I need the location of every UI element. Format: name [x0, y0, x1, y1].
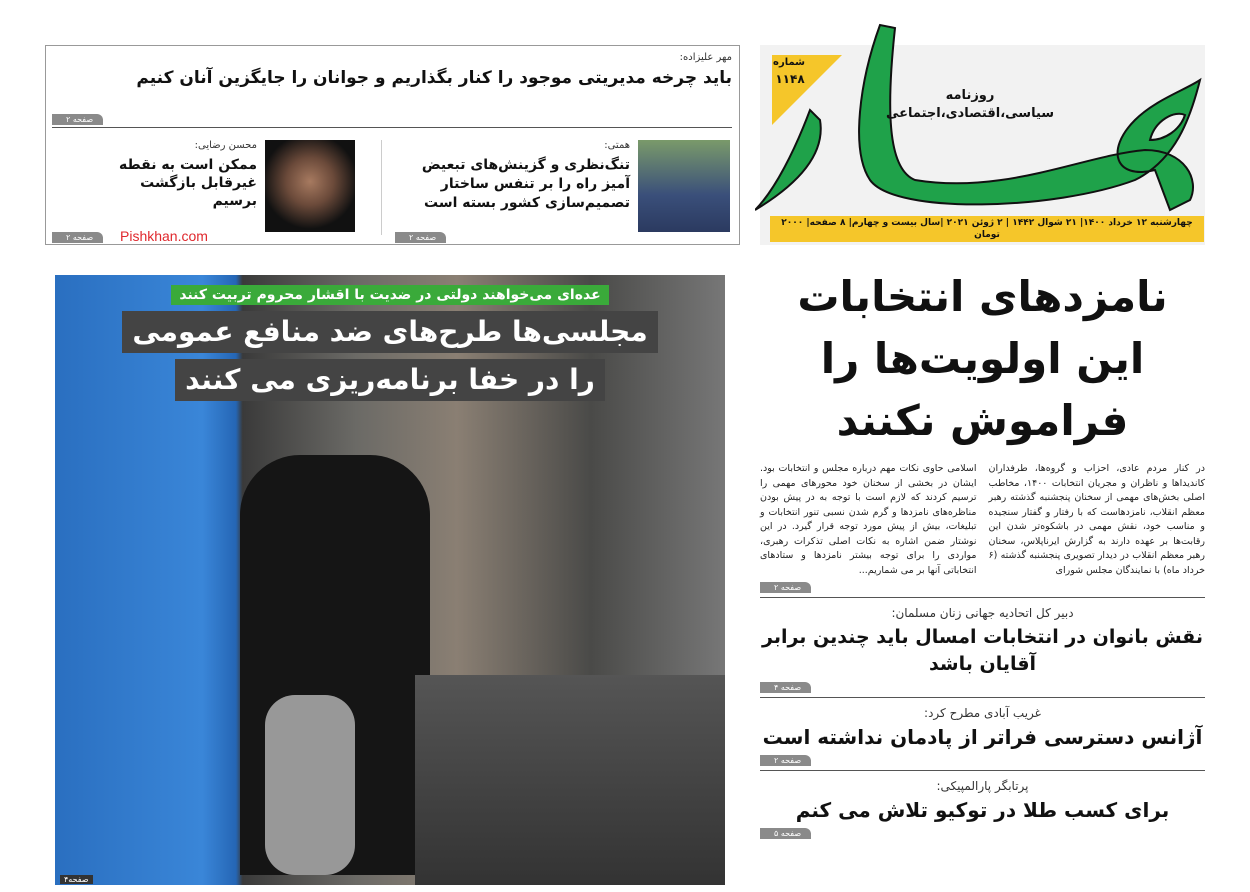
photo-kicker: عده‌ای می‌خواهند دولتی در ضدیت با اقشار محروم تربیت کنند [171, 285, 608, 305]
dateline: چهارشنبه ۱۲ خرداد ۱۴۰۰| ۲۱ شوال ۱۴۴۲ | ۲ ژوئن ۲۰۲۱ |سال بیست و چهارم| ۸ صفحه| ۲۰۰۰ تومان [770, 216, 1204, 242]
plastic-bag [265, 695, 355, 875]
main-body-right: در کنار مردم عادی، احزاب و گروه‌ها، طرفداران کاندیداها و ناظران و مجریان انتخابات ۱۴۰۰، مخاطب اصلی بخش‌های مهمی از سخنان پنجشنبه گذشته رهبر معظم انقلاب، نامزدهاست که با رفتار و گفتار سنجیده و مناسب خود، نقش مهمی در باشکوه‌تر شدن این رقابت‌ها بر عهده دارند به گزارش ایرناپلاس، سخنان رهبر معظم انقلاب در دیدار تصویری پنجشنبه گذشته (۶ خرداد ماه) با نمایندگان مجلس شورای [988, 463, 1205, 576]
page-tag[interactable]: صفحه ۲ [52, 232, 103, 243]
divider [760, 597, 1205, 598]
page-tag[interactable]: صفحه ۲ [760, 582, 811, 593]
story-headline[interactable]: نقش بانوان در انتخابات امسال باید چندین برابر آقایان باشد [762, 626, 1203, 675]
right-headline[interactable]: تنگ‌نظری و گزینش‌های تبعیض آمیز راه را بر تنفس ساختار تصمیم‌سازی کشور بسته است [421, 157, 630, 211]
left-headline[interactable]: ممکن است به نقطه غیرقابل بازگشت برسیم [118, 157, 257, 209]
photo-headline-line1[interactable]: مجلسی‌ها طرح‌های ضد منافع عمومی [122, 311, 657, 353]
page-tag[interactable]: صفحه ۲ [395, 232, 446, 243]
watermark: Pishkhan.com [120, 228, 208, 244]
issue-number: ۱۱۴۸ [775, 72, 805, 86]
divider [52, 127, 732, 128]
main-body [760, 462, 1205, 578]
photo-headline-line2[interactable]: را در خفا برنامه‌ریزی می کنند [175, 359, 605, 401]
paper-subtitle: سیاسی،اقتصادی،اجتماعی [885, 106, 1055, 121]
paper-type: روزنامه [945, 88, 995, 103]
rezaei-photo [265, 140, 355, 232]
left-kicker: محسن رضایی: [194, 140, 257, 151]
hemmati-photo [638, 140, 730, 232]
main-headline[interactable] [760, 266, 1205, 452]
divider [760, 697, 1205, 698]
page-tag[interactable]: صفحه ۲ [760, 755, 811, 766]
page-tag[interactable]: صفحه۴ [60, 875, 93, 884]
photo-story-text [65, 285, 715, 401]
lead-headline[interactable]: باید چرخه مدیریتی موجود را کنار بگذاریم و جوانان را جایگزین آنان کنیم [136, 68, 732, 88]
issue-label: شماره [773, 57, 805, 68]
story-kicker: دبیر کل اتحادیه جهانی زنان مسلمان: [891, 606, 1074, 620]
divider [760, 770, 1205, 771]
page-tag[interactable]: صفحه ۴ [760, 682, 811, 693]
main-body-left: اسلامی حاوی نکات مهم درباره مجلس و انتخابات بود. ایشان در بخشی از سخنان خود محورهای مهمی را ترسیم کردند که لازم است با توجه به در پیش بودن مناظره‌های نامزدها و گرم شدن نسبی تنور انتخابات و تبلیغات، بیش از پیش مورد توجه قرار گیرد. در این نوشتار ضمن اشاره به نکات اصلی تذکرات رهبری، مواردی را برای توجه بیشتر نامزدها و ستادهای انتخاباتی آنها بر می شماریم... [760, 463, 977, 576]
right-column [760, 266, 1205, 839]
alley-ground [415, 675, 725, 885]
right-kicker: همتی: [604, 140, 630, 151]
main-headline-line: فراموش نکنند [836, 396, 1129, 445]
main-headline-line: این اولویت‌ها را [820, 334, 1145, 383]
story-kicker: پرتابگر پارالمپیکی: [936, 779, 1029, 793]
page-tag[interactable]: صفحه ۲ [52, 114, 103, 125]
main-headline-line: نامزدهای انتخابات [797, 272, 1168, 321]
page-tag[interactable]: صفحه ۵ [760, 828, 811, 839]
story-headline[interactable]: آژانس دسترسی فراتر از پادمان نداشته است [762, 725, 1203, 749]
story-kicker: غریب آبادی مطرح کرد: [924, 706, 1041, 720]
story-headline[interactable]: برای کسب طلا در توکیو تلاش می کنم [795, 798, 1170, 822]
divider [381, 140, 382, 235]
lead-kicker: مهر علیزاده: [679, 52, 732, 63]
